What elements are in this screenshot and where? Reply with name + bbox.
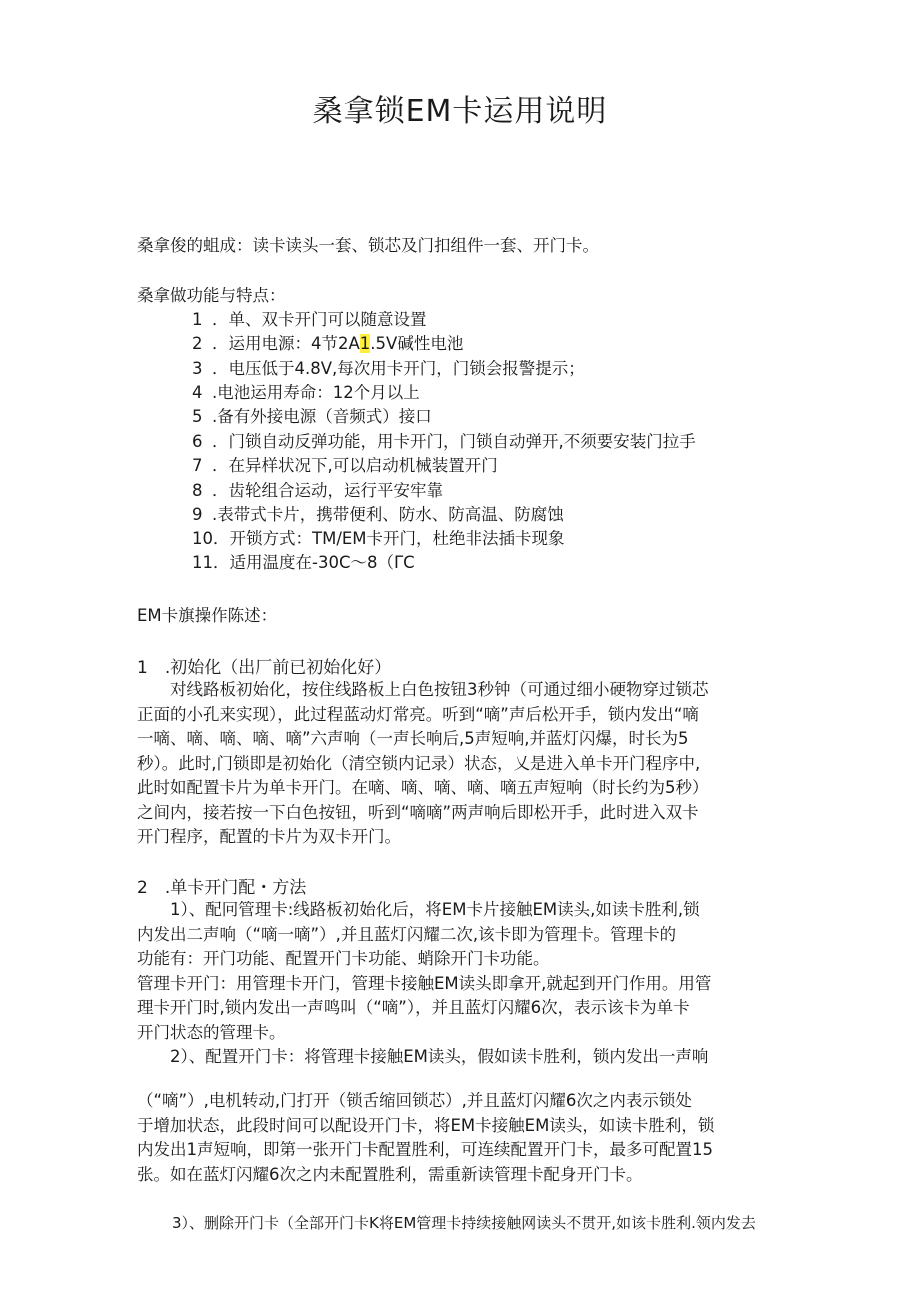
- paragraph-line: 内发出1声短响，即第一张开门卡配置胜利，可连续配置开门卡，最多可配置15: [137, 1140, 713, 1159]
- paragraph-line: 开门程序，配置的卡片为双卡开门。: [137, 827, 401, 846]
- feature-item: [192, 454, 498, 478]
- feature-number: 1: [192, 310, 203, 329]
- section1-heading: 1 .初始化（出厂前已初始化好）: [137, 658, 392, 678]
- feature-text: ．单、双卡开门可以随意设置: [212, 310, 427, 329]
- feature-item: [192, 308, 427, 332]
- feature-item: [192, 405, 432, 429]
- feature-number: 7: [192, 456, 203, 475]
- paragraph-line: 开门状态的管理卡。: [137, 1022, 286, 1042]
- feature-number: 10: [192, 529, 213, 548]
- section2-paragraph-continued: [137, 1089, 787, 1187]
- feature-number: 9: [192, 505, 203, 524]
- section2-heading: 2 .单卡开门配・方法: [137, 878, 307, 898]
- feature-item: [192, 503, 564, 527]
- feature-text: ．适用温度在-30C〜8（ΓC: [213, 553, 415, 572]
- feature-item: [192, 357, 585, 381]
- feature-number: 8: [192, 481, 203, 500]
- feature-number: 2: [192, 334, 203, 353]
- feature-text: ．在异样状况下,可以启动机械装置开门: [212, 456, 498, 475]
- page-title: 桑拿锁EM卡运用说明: [312, 94, 608, 129]
- feature-item: [192, 430, 696, 454]
- paragraph-line: 一嘀、嘀、嘀、嘀、嘀”六声响（一声长响后,5声短响,并蓝灯闪爆，时长为5: [137, 729, 689, 748]
- feature-text: .电池运用寿命：12个月以上: [212, 383, 420, 402]
- feature-text: ．开锁方式：TM/EM卡开门，杜绝非法插卡现象: [213, 529, 565, 548]
- paragraph-line: 此时如配置卡片为单卡开门。在嘀、嘀、嘀、嘀、嘀五声短响（时长约为5秒）: [137, 778, 709, 797]
- paragraph-line: 理卡开门时,锁内发出一声鸣叫（“嘀”），并且蓝灯闪耀6次，表示该卡为单卡: [137, 998, 690, 1017]
- feature-text: ．电压低于4.8V,每次用卡开门，门锁会报警提示；: [212, 359, 585, 378]
- paragraph-line: （“嘀”）,电机转动,门打开（锁舌缩回锁芯）,并且蓝灯闪耀6次之内表示锁处: [137, 1091, 692, 1110]
- composition-text: 读卡读头一套、锁芯及门扣组件一套、开门卡。: [252, 236, 599, 255]
- feature-number: 3: [192, 359, 203, 378]
- feature-item: [192, 381, 420, 405]
- features-heading: 桑拿做功能与特点：: [137, 286, 286, 305]
- feature-number: 5: [192, 407, 203, 426]
- section1-paragraph: [137, 678, 787, 850]
- paragraph-line: 管理卡开门：用管理卡开门，管理卡接触EM读头即拿开,就起到开门作用。用管: [137, 973, 712, 993]
- feature-text: ．门锁自动反弹功能，用卡开门，门锁自动弹开,不须要安装门拉手: [212, 432, 696, 451]
- feature-item: [192, 479, 443, 503]
- feature-text: ．运用电源：4节2A: [212, 334, 360, 353]
- feature-text: .5V碱性电池: [370, 334, 464, 353]
- feature-text: .表带式卡片，携带便利、防水、防高温、防腐蚀: [212, 505, 564, 524]
- feature-number: 6: [192, 432, 203, 451]
- paragraph-line: 正面的小孔来实现），此过程蓝动灯常亮。听到“嘀”声后松开手，锁内发出“嘀: [137, 704, 699, 724]
- paragraph-line: 秒）。此时,门锁即是初始化（清空锁内记录）状态，乂是进入单卡开门程序中,: [137, 753, 701, 773]
- composition-label: 桑拿俊的蛆成：: [137, 236, 253, 255]
- paragraph-line: 1）、配冋管理卡:线路板初始化后，将EM卡片接触EM读头,如读卡胜利,锁: [137, 900, 700, 919]
- feature-item: [192, 527, 565, 551]
- feature-number: 11: [192, 553, 213, 572]
- delete-card-line: 3）、删除开门卡（全部开门卡K将EM管理卡持续接触网读头不贯开,如该卡胜利.领内发去: [172, 1214, 756, 1232]
- feature-item: [192, 551, 415, 575]
- paragraph-line: 对线路板初始化，按住线路板上白色按钮3秒钟（可通过细小硬物穿过锁芯: [137, 680, 709, 699]
- paragraph-line: 之间内，接若按一下白色按钮，听到“嘀嘀”两声响后即松开手，此时进入双卡: [137, 802, 699, 822]
- feature-number: 4: [192, 383, 203, 402]
- feature-text: .备有外接电源（音频式）接口: [212, 407, 432, 426]
- paragraph-line: 于增加状态，此段时间可以配设开门卡，将EM卡接触EM读头，如读卡胜利，锁: [137, 1115, 715, 1135]
- section2-paragraph: [137, 898, 787, 1070]
- paragraph-line: 2）、配置开门卡：将管理卡接触EM读头，假如读卡胜利，锁内发出一声响: [137, 1047, 709, 1066]
- paragraph-line: 功能有：开门功能、配置开门卡功能、蛸除开门卡功能。: [137, 949, 550, 968]
- operations-heading: EM卡旗操作陈述：: [137, 606, 278, 625]
- composition-line: [137, 234, 599, 258]
- feature-item: [192, 332, 463, 356]
- paragraph-line: 内发出二声响（“嘀一嘀”）,并且蓝灯闪耀二次,该卡即为管理卡。管理卡的: [137, 924, 677, 944]
- paragraph-line: 张。如在蓝灯闪耀6次之内未配置胜利，需重新读管理卡配身开门卡。: [137, 1164, 643, 1184]
- feature-text: ．齿轮组合运动，运行平安牢靠: [212, 481, 443, 500]
- highlighted-text: 1: [359, 334, 371, 353]
